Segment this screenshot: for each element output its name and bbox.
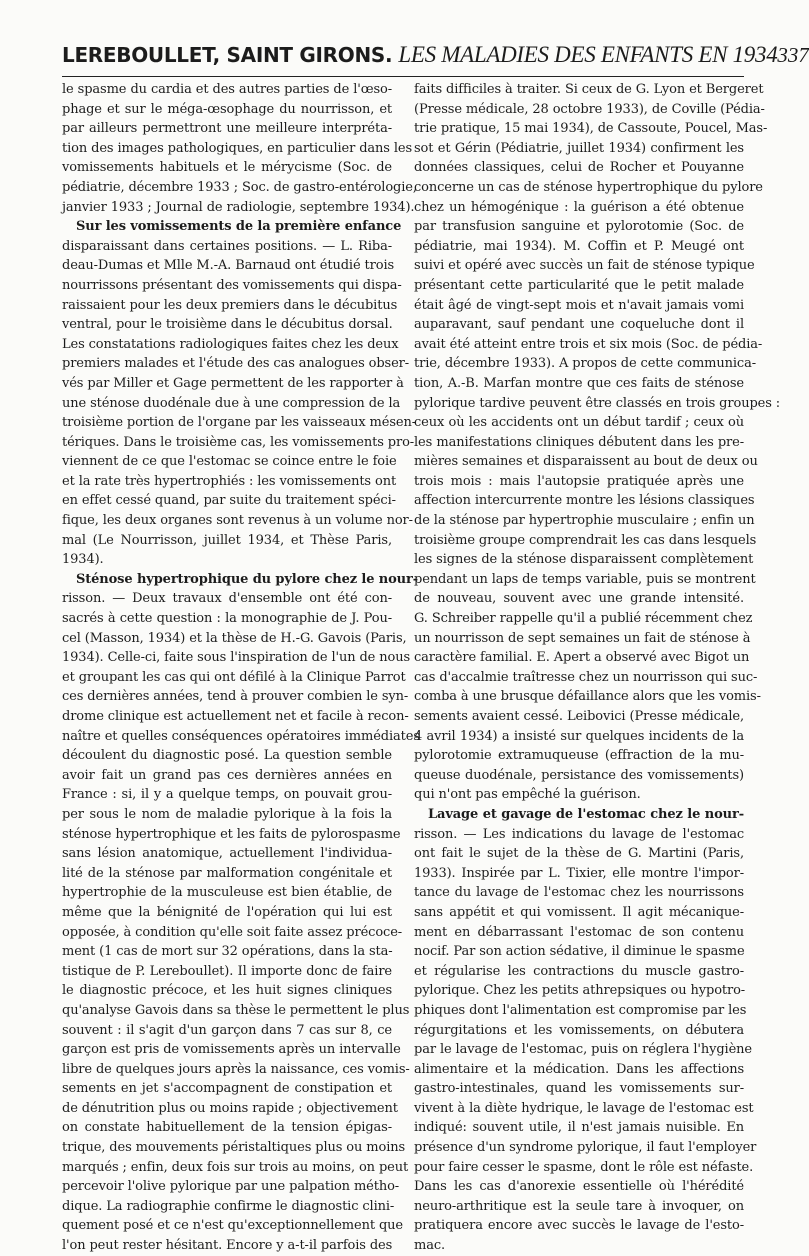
text-line: per sous le nom de maladie pylorique à la fois la xyxy=(62,806,392,822)
text-line: troisième portion de l'organe par les vaisseaux mésen- xyxy=(62,415,416,431)
text-line: vivent à la diète hydrique, le lavage de l'estomac est xyxy=(414,1100,754,1116)
text-line: souvent : il s'agit d'un garçon dans 7 cas sur 8, ce xyxy=(62,1022,392,1038)
text-line: même que la bénignité de l'opération qui lui est xyxy=(62,904,392,920)
text-line: chez un hémogénique : la guérison a été obtenue xyxy=(414,199,744,215)
header-authors: LEREBOULLET, SAINT GIRONS. xyxy=(62,43,393,67)
text-line: queuse duodénale, persistance des vomissements) xyxy=(414,767,744,783)
text-line: les manifestations cliniques débutent dans les pre- xyxy=(414,434,744,450)
text-line: tion des images pathologiques, en particulier dans les xyxy=(62,140,413,156)
text-line: 1934). Celle-ci, faite sous l'inspiration de l'un de nous xyxy=(62,650,411,666)
text-line: raissaient pour les deux premiers dans le décubitus xyxy=(62,297,398,313)
text-line: tion, A.-B. Marfan montre que ces faits de sténose xyxy=(414,375,744,391)
text-line: suivi et opéré avec succès un fait de sténose typique xyxy=(414,258,755,274)
text-line: quement posé et ce n'est qu'exceptionnellement que xyxy=(62,1218,403,1234)
text-line: vomissements habituels et le mérycisme (Soc. de xyxy=(62,160,392,176)
text-line: phage et sur le méga-œsophage du nourrisson, et xyxy=(62,101,392,117)
text-line: sténose hypertrophique et les faits de pylorospasme xyxy=(62,826,401,842)
text-line: de nouveau, souvent avec une grande intensité. xyxy=(414,591,744,607)
text-line: le spasme du cardia et des autres parties de l'œso- xyxy=(62,82,392,97)
text-line: ceux où les accidents ont un début tardif ; ceux où xyxy=(414,415,744,431)
text-line: Sténose hypertrophique du pylore chez le nour- xyxy=(76,571,419,587)
text-line: troisième groupe comprendrait les cas dans lesquels xyxy=(414,532,757,548)
running-header xyxy=(62,42,809,77)
text-line: indiqué: souvent utile, il n'est jamais nuisible. En xyxy=(414,1120,744,1136)
text-line: tistique de P. Lereboullet). Il importe donc de faire xyxy=(62,963,392,979)
text-line: et groupant les cas qui ont défilé à la Clinique Parrot xyxy=(62,669,406,685)
text-line: faits difficiles à traiter. Si ceux de G. Lyon et Bergeret xyxy=(414,82,764,97)
text-line: qu'analyse Gavois dans sa thèse le permettent le plus xyxy=(62,1002,410,1018)
text-line: sot et Gérin (Pédiatrie, juillet 1934) confirment les xyxy=(414,140,744,156)
text-line: premiers malades et l'étude des cas analogues obser- xyxy=(62,356,410,372)
text-line: par le lavage de l'estomac, puis on réglera l'hygiène xyxy=(414,1042,752,1058)
running-head xyxy=(62,42,777,68)
text-line: Dans les cas d'anorexie essentielle où l'hérédité xyxy=(414,1179,744,1195)
text-line: une sténose duodénale due à une compression de la xyxy=(62,395,401,411)
text-line: (Presse médicale, 28 octobre 1933), de Coville (Pédia- xyxy=(414,101,765,117)
text-line: naître et quelles conséquences opératoires immédiates xyxy=(62,728,420,744)
text-line: Les constatations radiologiques faites chez les deux xyxy=(62,336,399,352)
text-line: ventral, pour le troisième dans le décubitus dorsal. xyxy=(62,317,393,333)
text-line: caractère familial. E. Apert a observé avec Bigot un xyxy=(414,650,750,666)
text-line: cel (Masson, 1934) et la thèse de H.-G. Gavois (Paris, xyxy=(62,630,407,646)
text-line: risson. — Les indications du lavage de l'estomac xyxy=(414,826,744,842)
right-column xyxy=(414,80,781,1256)
text-line: pédiatrie, décembre 1933 ; Soc. de gastro-entérologie, xyxy=(62,179,417,195)
text-line: 4 avril 1934) a insisté sur quelques incidents de la xyxy=(414,728,744,744)
text-line: l'on peut rester hésitant. Encore y a-t-il parfois des xyxy=(62,1238,393,1254)
page-number: 337 xyxy=(777,43,809,67)
text-line: sans appétit et qui vomissent. Il agit mécanique- xyxy=(414,904,744,920)
header-title: LES MALADIES DES ENFANTS EN 1934 xyxy=(398,42,778,67)
text-line: percevoir l'olive pylorique par une palpation métho- xyxy=(62,1179,400,1195)
text-line: par ailleurs permettront une meilleure interpréta- xyxy=(62,121,392,137)
text-line: fique, les deux organes sont revenus à un volume nor- xyxy=(62,513,413,529)
text-line: alimentaire et la médication. Dans les affections xyxy=(414,1061,744,1077)
text-line: mac. xyxy=(414,1238,446,1254)
text-line: un nourrisson de sept semaines un fait de sténose à xyxy=(414,630,751,646)
text-line: 1934). xyxy=(62,552,104,568)
text-line: Lavage et gavage de l'estomac chez le nour- xyxy=(428,806,744,822)
text-line: dique. La radiographie confirme le diagnostic clini- xyxy=(62,1198,395,1214)
text-line: pour faire cesser le spasme, dont le rôle est néfaste. xyxy=(414,1159,754,1175)
text-line: trois mois : mais l'autopsie pratiquée après une xyxy=(414,473,744,489)
text-line: opposée, à condition qu'elle soit faite assez précoce- xyxy=(62,924,403,940)
text-line: ment (1 cas de mort sur 32 opérations, dans la sta- xyxy=(62,944,393,960)
left-column xyxy=(62,80,420,1256)
text-line: qui n'ont pas empêché la guérison. xyxy=(414,787,641,803)
text-line: ont fait le sujet de la thèse de G. Martini (Paris, xyxy=(414,846,744,862)
text-line: régurgitations et les vomissements, on débutera xyxy=(414,1022,744,1038)
text-line: découlent du diagnostic posé. La question semble xyxy=(62,748,392,764)
text-line: 1933). Inspirée par L. Tixier, elle montre l'impor- xyxy=(414,865,744,881)
text-line: janvier 1933 ; Journal de radiologie, septembre 1934). xyxy=(62,199,415,215)
text-line: de la sténose par hypertrophie musculaire ; enfin un xyxy=(414,513,755,529)
text-line: garçon est pris de vomissements après un intervalle xyxy=(62,1042,401,1058)
text-line: marqués ; enfin, deux fois sur trois au moins, on peut xyxy=(62,1159,409,1175)
text-line: neuro-arthritique est la seule tare à invoquer, on xyxy=(414,1198,744,1214)
text-line: trie, décembre 1933). A propos de cette communica- xyxy=(414,356,756,372)
text-line: G. Schreiber rappelle qu'il a publié récemment chez xyxy=(414,611,753,627)
text-line: vés par Miller et Gage permettent de les rapporter à xyxy=(62,375,404,391)
text-line: mières semaines et disparaissent au bout de deux ou xyxy=(414,454,758,470)
text-line: comba à une brusque défaillance alors que les vomis- xyxy=(414,689,761,705)
text-line: mal (Le Nourrisson, juillet 1934, et Thèse Paris, xyxy=(62,532,392,548)
text-line: phiques dont l'alimentation est compromise par les xyxy=(414,1002,747,1018)
text-line: sements avaient cessé. Leibovici (Presse médicale, xyxy=(414,709,744,724)
text-line: viennent de ce que l'estomac se coince entre le foie xyxy=(62,454,397,470)
text-line: risson. — Deux travaux d'ensemble ont été con- xyxy=(62,591,392,607)
text-line: les signes de la sténose disparaissent complètement xyxy=(414,552,754,568)
text-line: pylorique tardive peuvent être classés en trois groupes : xyxy=(414,395,781,411)
text-line: nourrissons présentant des vomissements qui dispa- xyxy=(62,277,402,293)
text-line: deau-Dumas et Mlle M.-A. Barnaud ont étudié trois xyxy=(62,258,395,274)
text-line: France : si, il y a quelque temps, on pouvait grou- xyxy=(62,787,392,803)
text-line: trique, des mouvements péristaltiques plus ou moins xyxy=(62,1140,406,1156)
text-line: affection intercurrente montre les lésions classiques xyxy=(414,493,755,509)
text-line: le diagnostic précoce, et les huit signes cliniques xyxy=(62,983,392,999)
text-line: tériques. Dans le troisième cas, les vomissements pro- xyxy=(62,434,415,450)
text-line: trie pratique, 15 mai 1934), de Cassoute, Poucel, Mas- xyxy=(414,121,768,137)
text-line: par transfusion sanguine et pylorotomie (Soc. de xyxy=(414,219,744,235)
text-line: tance du lavage de l'estomac chez les nourrissons xyxy=(414,885,744,901)
text-line: était âgé de vingt-sept mois et n'avait jamais vomi xyxy=(414,297,744,313)
text-line: pendant un laps de temps variable, puis se montrent xyxy=(414,571,756,587)
text-line: présence d'un syndrome pylorique, il faut l'employer xyxy=(414,1140,757,1156)
text-line: et régularise les contractions du muscle gastro- xyxy=(414,963,744,979)
text-line: libre de quelques jours après la naissance, ces vomis- xyxy=(62,1061,410,1077)
text-line: hypertrophie de la musculeuse est bien établie, de xyxy=(62,885,392,901)
text-line: ment en débarrassant l'estomac de son contenu xyxy=(414,924,744,940)
text-line: pylorique. Chez les petits athrepsiques ou hypotro- xyxy=(414,983,746,999)
text-line: sacrés à cette question : la monographie de J. Pou- xyxy=(62,611,392,627)
text-line: pylorotomie extramuqueuse (effraction de la mu- xyxy=(414,748,744,764)
text-line: cas d'accalmie traîtresse chez un nourrisson qui suc- xyxy=(414,669,758,685)
text-line: drome clinique est actuellement net et facile à recon- xyxy=(62,709,409,724)
text-line: sements en jet s'accompagnent de constipation et xyxy=(62,1081,392,1097)
text-line: pédiatrie, mai 1934). M. Coffin et P. Meugé ont xyxy=(414,238,744,254)
text-line: nocif. Par son action sédative, il diminue le spasme xyxy=(414,944,745,960)
text-line: concerne un cas de sténose hypertrophique du pylore xyxy=(414,179,763,195)
text-line: pratiquera encore avec succès le lavage de l'esto- xyxy=(414,1218,744,1234)
text-line: Sur les vomissements de la première enfance xyxy=(76,219,402,235)
text-line: on constate habituellement de la tension épigas- xyxy=(62,1120,392,1136)
text-line: présentant cette particularité que le petit malade xyxy=(414,277,744,293)
text-line: en effet cessé quand, par suite du traitement spéci- xyxy=(62,493,396,509)
text-line: avoir fait un grand pas ces dernières années en xyxy=(62,767,392,783)
text-line: avait été atteint entre trois et six mois (Soc. de pédia- xyxy=(414,336,763,352)
text-line: gastro-intestinales, quand les vomissements sur- xyxy=(414,1081,744,1097)
text-line: auparavant, sauf pendant une coqueluche dont il xyxy=(414,317,744,333)
text-line: disparaissant dans certaines positions. — L. Riba- xyxy=(62,238,392,254)
text-line: sans lésion anatomique, actuellement l'individua- xyxy=(62,846,392,862)
text-line: de dénutrition plus ou moins rapide ; objectivement xyxy=(62,1100,398,1116)
text-line: ces dernières années, tend à prouver combien le syn- xyxy=(62,689,409,705)
text-line: données classiques, celui de Rocher et Pouyanne xyxy=(414,160,744,176)
body-columns xyxy=(62,80,781,1256)
text-line: et la rate très hypertrophiés : les vomissements ont xyxy=(62,473,397,489)
text-line: lité de la sténose par malformation congénitale et xyxy=(62,865,392,881)
